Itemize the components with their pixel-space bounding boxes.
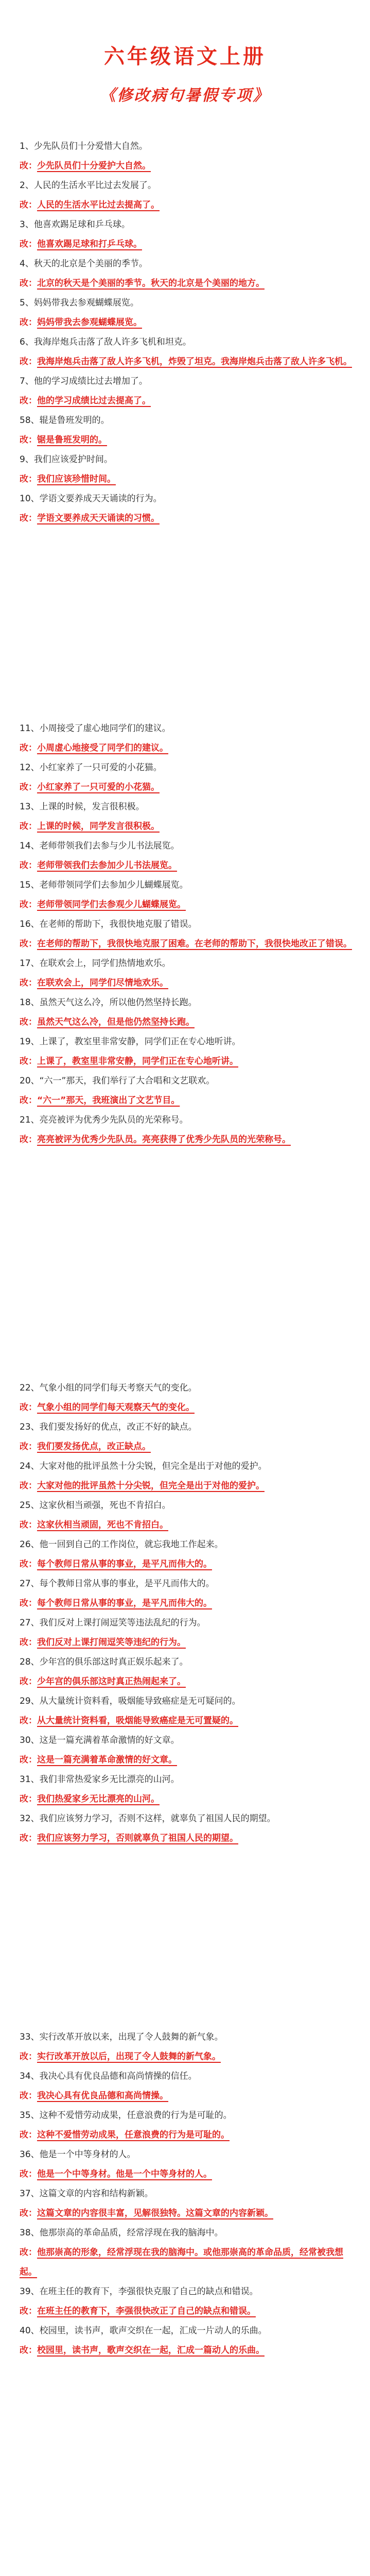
correction-text: 在联欢会上，同学们尽情地欢乐。	[37, 978, 168, 988]
correction-text: “六一”那天，我班演出了文艺节目。	[37, 1095, 180, 1106]
faulty-sentence: 22、气象小组的同学们每天考察天气的变化。	[20, 1383, 197, 1393]
corrected-sentence	[20, 1672, 359, 1691]
sentence-item	[20, 254, 359, 293]
correction-text: 每个教师日常从事的事业，是平凡而伟大的。	[37, 1598, 212, 1608]
faulty-sentence: 7、他的学习成绩比过去增加了。	[20, 376, 148, 386]
sentence-item	[20, 875, 359, 914]
correction-text: 他喜欢踢足球和打乒乓球。	[37, 239, 142, 249]
correction-label: 改：	[20, 2345, 37, 2355]
corrected-sentence	[20, 2125, 359, 2145]
corrected-sentence	[20, 1012, 359, 1032]
correction-text: 气象小组的同学们每天观察天气的变化。	[37, 1402, 195, 1413]
correction-text: 从大量统计资料看，吸烟能导致癌症是无可置疑的。	[37, 1716, 238, 1726]
correction-text: 小周虚心地接受了同学们的建议。	[37, 743, 168, 753]
faulty-sentence: 14、老师带领我们去参与少儿书法展览。	[20, 841, 180, 851]
sentence-item	[20, 215, 359, 254]
sentence-item	[20, 954, 359, 993]
page-title: 六年级语文上册	[104, 44, 266, 69]
correction-label: 改：	[20, 1716, 37, 1726]
correction-label: 改：	[20, 317, 37, 328]
corrected-sentence	[20, 738, 359, 758]
section-4	[20, 2027, 359, 2360]
faulty-sentence: 21、亮亮被评为优秀少先队员的光荣称号。	[20, 1115, 188, 1125]
correction-text: 在班主任的教育下，李强很快改正了自己的缺点和错误。	[37, 2306, 256, 2316]
correction-text: 妈妈带我去参观蝴蝶展览。	[37, 317, 142, 328]
faulty-sentence: 24、大家对他的批评虽然十分尖锐，但完全是出于对他的爱护。	[20, 1461, 267, 1471]
corrected-sentence	[20, 1091, 359, 1110]
sentence-item	[20, 1574, 359, 1613]
sentence-item	[20, 371, 359, 411]
section-1	[20, 137, 359, 528]
correction-label: 改：	[20, 474, 37, 484]
corrected-sentence	[20, 2341, 359, 2360]
corrected-sentence	[20, 856, 359, 875]
correction-label: 改：	[20, 357, 37, 367]
correction-label: 改：	[20, 2169, 37, 2179]
correction-label: 改：	[20, 2247, 37, 2258]
sentence-item	[20, 1809, 359, 1848]
section-2	[20, 719, 359, 1149]
corrected-sentence	[20, 973, 359, 993]
correction-text: 这篇文章的内容很丰富，见解很独特。这篇文章的内容新颖。	[37, 2208, 273, 2218]
correction-label: 改：	[20, 900, 37, 910]
corrected-sentence	[20, 777, 359, 797]
correction-label: 改：	[20, 782, 37, 792]
sentence-item	[20, 2106, 359, 2145]
sentence-item	[20, 2321, 359, 2360]
sentence-item	[20, 1456, 359, 1496]
corrected-sentence	[20, 1711, 359, 1731]
correction-label: 改：	[20, 939, 37, 949]
sentence-item	[20, 1417, 359, 1456]
correction-text: 大家对他的批评虽然十分尖锐，但完全是出于对他的爱护。	[37, 1481, 265, 1491]
faulty-sentence: 16、在老师的帮助下，我很快地克服了错误。	[20, 919, 197, 929]
correction-text: 上课了，教室里非常安静，同学们正在专心地听讲。	[37, 1056, 238, 1066]
correction-text: 少先队员们十分爱护大自然。	[37, 161, 151, 171]
correction-text: 他那崇高的形象，经常浮现在我的脑海中。或他那崇高的革命品质，经常被我想起。	[20, 2247, 343, 2277]
page-subtitle: 《修改病句暑假专项》	[100, 87, 270, 105]
faulty-sentence: 10、学语文要养成天天诵读的行为。	[20, 494, 162, 504]
correction-label: 改：	[20, 1481, 37, 1491]
faulty-sentence: 36、他是一个中等身材的人。	[20, 2149, 136, 2160]
corrected-sentence	[20, 430, 359, 450]
faulty-sentence: 20、“六一”那天，我们举行了大合唱和文艺联欢。	[20, 1076, 215, 1086]
correction-text: 这种不爱惜劳动成果，任意浪费的行为是可耻的。	[37, 2130, 230, 2140]
correction-label: 改：	[20, 200, 37, 210]
correction-text: 人民的生活水平比过去提高了。	[37, 200, 160, 210]
section-3	[20, 1378, 359, 1848]
corrected-sentence	[20, 2301, 359, 2321]
faulty-sentence: 9、我们应该爱护时间。	[20, 454, 113, 465]
sentence-item	[20, 2066, 359, 2106]
sentence-item	[20, 1652, 359, 1691]
corrected-sentence	[20, 313, 359, 332]
faulty-sentence: 1、少先队员们十分爱惜大自然。	[20, 141, 148, 151]
faulty-sentence: 17、在联欢会上，同学们热情地欢乐。	[20, 958, 171, 969]
correction-label: 改：	[20, 1755, 37, 1765]
corrected-sentence	[20, 1515, 359, 1535]
corrected-sentence	[20, 934, 359, 954]
correction-label: 改：	[20, 1442, 37, 1452]
correction-label: 改：	[20, 2052, 37, 2062]
correction-text: 我们应该珍惜时间。	[37, 474, 116, 484]
corrected-sentence	[20, 234, 359, 254]
sentence-item	[20, 1770, 359, 1809]
corrected-sentence	[20, 1750, 359, 1770]
correction-label: 改：	[20, 2130, 37, 2140]
correction-text: 北京的秋天是个美丽的季节。秋天的北京是个美丽的地方。	[37, 278, 265, 289]
sentence-item	[20, 1378, 359, 1417]
correction-label: 改：	[20, 1095, 37, 1106]
sentence-item	[20, 1535, 359, 1574]
corrected-sentence	[20, 509, 359, 528]
correction-text: 我们应该努力学习，否则就辜负了祖国人民的期望。	[37, 1833, 238, 1843]
faulty-sentence: 12、小红家养了一只可爱的小花猫。	[20, 762, 162, 773]
correction-label: 改：	[20, 1520, 37, 1530]
correction-label: 改：	[20, 278, 37, 289]
faulty-sentence: 28、少年宫的俱乐部这时真正娱乐起来了。	[20, 1657, 188, 1667]
correction-label: 改：	[20, 743, 37, 753]
sentence-item	[20, 2145, 359, 2184]
faulty-sentence: 23、我们要发扬好的优点，改正不好的缺点。	[20, 1422, 197, 1432]
correction-text: 锯是鲁班发明的。	[37, 435, 107, 445]
sentence-item	[20, 1496, 359, 1535]
faulty-sentence: 26、他一回到自己的工作岗位，就忘我地工作起来。	[20, 1539, 223, 1550]
faulty-sentence: 18、虽然天气这么冷，所以他仍然坚持长跑。	[20, 997, 197, 1008]
correction-label: 改：	[20, 1676, 37, 1687]
correction-text: 校园里，读书声，歌声交织在一起，汇成一篇动人的乐曲。	[37, 2345, 265, 2355]
correction-text: 老师带领我们去参加少儿书法展览。	[37, 860, 177, 871]
faulty-sentence: 30、这是一篇充满着革命激情的好文章。	[20, 1735, 180, 1745]
faulty-sentence: 35、这种不爱惜劳动成果，任意浪费的行为是可耻的。	[20, 2110, 232, 2121]
sentence-item	[20, 1071, 359, 1110]
sentence-item	[20, 489, 359, 528]
corrected-sentence	[20, 1633, 359, 1652]
faulty-sentence: 6、我海岸炮兵击落了敌人许多飞机和坦克。	[20, 337, 191, 347]
faulty-sentence: 3、他喜欢踢足球和乒乓球。	[20, 219, 130, 230]
correction-text: 这是一篇充满着革命激情的好文章。	[37, 1755, 177, 1765]
sentence-item	[20, 411, 359, 450]
correction-label: 改：	[20, 1134, 37, 1145]
sentence-item	[20, 758, 359, 797]
corrected-sentence	[20, 2047, 359, 2066]
correction-text: 小红家养了一只可爱的小花猫。	[37, 782, 160, 792]
corrected-sentence	[20, 1398, 359, 1417]
correction-label: 改：	[20, 2091, 37, 2101]
correction-text: 每个教师日常从事的事业，是平凡而伟大的。	[37, 1559, 212, 1569]
faulty-sentence: 19、上课了，教室里非常安静，同学们正在专心地听讲。	[20, 1037, 241, 1047]
correction-label: 改：	[20, 239, 37, 249]
faulty-sentence: 32、我们应该努力学习，否则不这样，就辜负了祖国人民的期望。	[20, 1814, 276, 1824]
faulty-sentence: 38、他那崇高的革命品质，经常浮现在我的脑海中。	[20, 2228, 223, 2238]
sentence-item	[20, 993, 359, 1032]
sentence-item	[20, 176, 359, 215]
sentence-item	[20, 137, 359, 176]
correction-text: 这家伙相当顽固，死也不肯招白。	[37, 1520, 168, 1530]
faulty-sentence: 2、人民的生活水平比过去发展了。	[20, 180, 156, 191]
faulty-sentence: 29、从大量统计资料看，吸烟能导致癌症是无可疑问的。	[20, 1696, 241, 1706]
sentence-item	[20, 914, 359, 954]
correction-text: 我们热爱家乡无比漂亮的山河。	[37, 1794, 160, 1804]
correction-label: 改：	[20, 1598, 37, 1608]
corrected-sentence	[20, 2243, 359, 2282]
corrected-sentence	[20, 2164, 359, 2184]
corrected-sentence	[20, 469, 359, 489]
correction-label: 改：	[20, 435, 37, 445]
corrected-sentence	[20, 274, 359, 293]
sentence-item	[20, 293, 359, 332]
sentence-item	[20, 836, 359, 875]
sentence-item	[20, 1691, 359, 1731]
sentence-item	[20, 1032, 359, 1071]
faulty-sentence: 11、小周接受了虚心地同学们的建议。	[20, 723, 171, 734]
corrected-sentence	[20, 195, 359, 215]
sentence-item	[20, 1613, 359, 1652]
corrected-sentence	[20, 1052, 359, 1071]
sentence-item	[20, 332, 359, 371]
sentence-item	[20, 797, 359, 836]
correction-text: 实行改革开放以后，出现了令人鼓舞的新气象。	[37, 2052, 221, 2062]
correction-label: 改：	[20, 1833, 37, 1843]
correction-label: 改：	[20, 1056, 37, 1066]
correction-label: 改：	[20, 396, 37, 406]
correction-text: 我决心具有优良品德和高尚情操。	[37, 2091, 168, 2101]
sentence-item	[20, 719, 359, 758]
faulty-sentence: 39、在班主任的教育下，李强很快克服了自己的缺点和错误。	[20, 2286, 258, 2297]
correction-label: 改：	[20, 821, 37, 832]
sentence-item	[20, 2027, 359, 2066]
correction-text: 他的学习成绩比过去提高了。	[37, 396, 151, 406]
correction-text: 亮亮被评为优秀少先队员。亮亮获得了优秀少先队员的光荣称号。	[37, 1134, 291, 1145]
faulty-sentence: 58、辊是鲁班发明的。	[20, 415, 110, 426]
corrected-sentence	[20, 1130, 359, 1149]
correction-text: 在老师的帮助下，我很快地克服了困难。在老师的帮助下，我很快地改正了错误。	[37, 939, 352, 949]
correction-text: 老师带领同学们去参观少儿蝴蝶展览。	[37, 900, 186, 910]
faulty-sentence: 37、这篇文章的内容和结构新颖。	[20, 2189, 153, 2199]
faulty-sentence: 25、这家伙相当顽强，死也不肯招白。	[20, 1500, 171, 1511]
faulty-sentence: 15、老师带领同学们去参加少儿蝴蝶展览。	[20, 880, 188, 890]
corrected-sentence	[20, 1828, 359, 1848]
corrected-sentence	[20, 1437, 359, 1456]
corrected-sentence	[20, 2086, 359, 2106]
sentence-item	[20, 2223, 359, 2282]
correction-label: 改：	[20, 1017, 37, 1027]
faulty-sentence: 27、每个教师日常从事的事业，是平凡而伟大的。	[20, 1579, 215, 1589]
corrected-sentence	[20, 156, 359, 176]
sentence-item	[20, 450, 359, 489]
sentence-item	[20, 2282, 359, 2321]
corrected-sentence	[20, 1594, 359, 1613]
faulty-sentence: 27、我们反对上课打闹逗笑等违法乱纪的行为。	[20, 1618, 206, 1628]
correction-label: 改：	[20, 2306, 37, 2316]
correction-text: 学语文要养成天天诵读的习惯。	[37, 513, 160, 523]
sentence-item	[20, 1731, 359, 1770]
correction-text: 我们要发扬优点，改正缺点。	[37, 1442, 151, 1452]
correction-label: 改：	[20, 513, 37, 523]
correction-label: 改：	[20, 860, 37, 871]
faulty-sentence: 13、上课的时候，发言很积极。	[20, 802, 145, 812]
corrected-sentence	[20, 2204, 359, 2223]
corrected-sentence	[20, 391, 359, 411]
faulty-sentence: 40、校园里，读书声，歌声交织在一起，汇成一片动人的乐曲。	[20, 2326, 267, 2336]
correction-text: 我海岸炮兵击落了敌人许多飞机，炸毁了坦克。我海岸炮兵击落了敌人许多飞机。	[37, 357, 352, 367]
correction-label: 改：	[20, 1637, 37, 1648]
faulty-sentence: 34、我决心具有优良品德和高尚情操的信任。	[20, 2071, 197, 2081]
corrected-sentence	[20, 895, 359, 914]
correction-text: 他是一个中等身材。他是一个中等身材的人。	[37, 2169, 212, 2179]
correction-label: 改：	[20, 161, 37, 171]
faulty-sentence: 5、妈妈带我去参观蝴蝶展览。	[20, 298, 139, 308]
corrected-sentence	[20, 1476, 359, 1496]
corrected-sentence	[20, 1789, 359, 1809]
corrected-sentence	[20, 817, 359, 836]
correction-text: 上课的时候，同学发言很积极。	[37, 821, 160, 832]
faulty-sentence: 33、实行改革开放以来，出现了令人鼓舞的新气象。	[20, 2032, 223, 2042]
faulty-sentence: 4、秋天的北京是个美丽的季节。	[20, 259, 148, 269]
corrected-sentence	[20, 352, 359, 371]
corrected-sentence	[20, 1554, 359, 1574]
header	[0, 0, 370, 134]
sentence-item	[20, 1110, 359, 1149]
correction-label: 改：	[20, 1402, 37, 1413]
correction-text: 我们反对上课打闹逗笑等违纪的行为。	[37, 1637, 186, 1648]
faulty-sentence: 31、我们非常热爱家乡无比漂亮的山河。	[20, 1774, 180, 1785]
sentence-item	[20, 2184, 359, 2223]
correction-label: 改：	[20, 1794, 37, 1804]
correction-label: 改：	[20, 978, 37, 988]
correction-label: 改：	[20, 1559, 37, 1569]
correction-text: 虽然天气这么冷，但是他仍然坚持长跑。	[37, 1017, 195, 1027]
correction-label: 改：	[20, 2208, 37, 2218]
correction-text: 少年宫的俱乐部这时真正热闹起来了。	[37, 1676, 186, 1687]
